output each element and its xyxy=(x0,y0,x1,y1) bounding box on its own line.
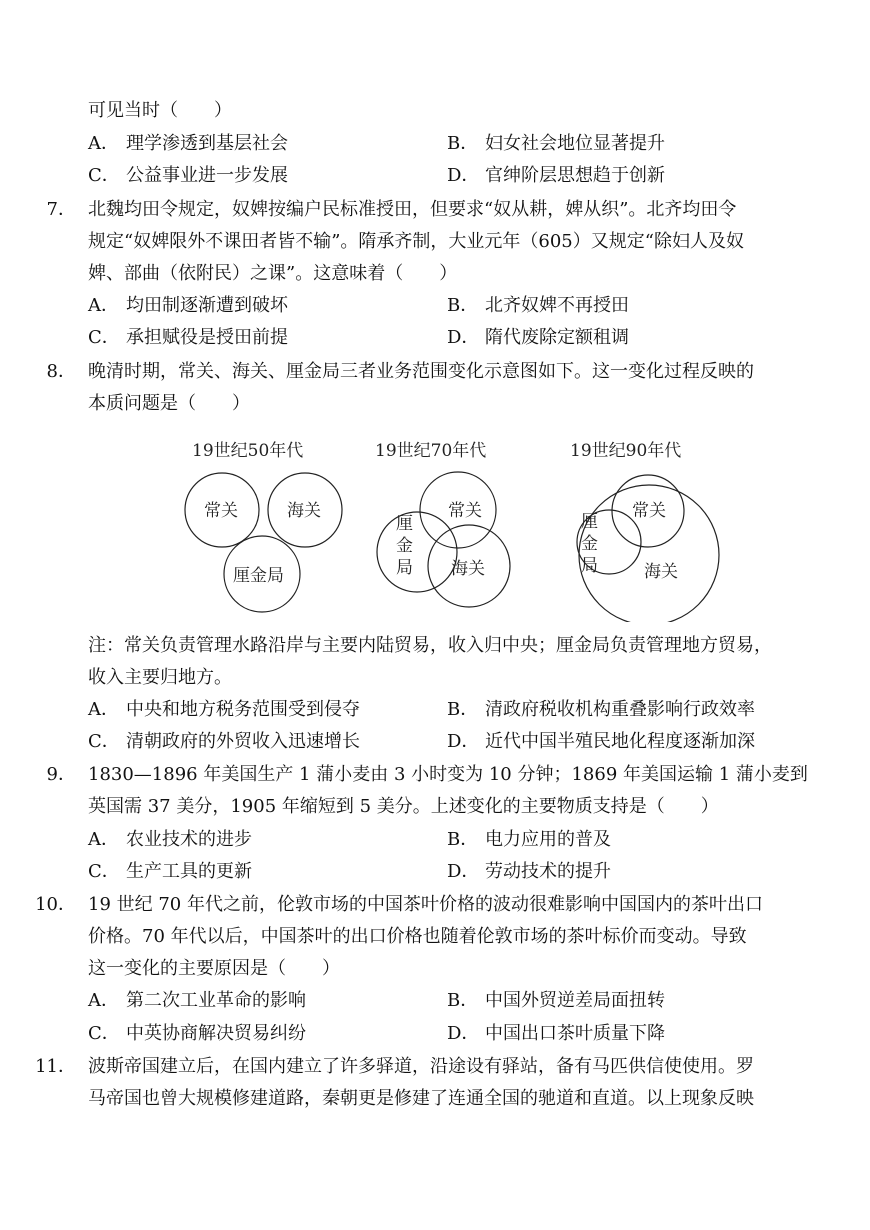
q9-number: 9． xyxy=(46,764,76,785)
label-haiguan: 海关 xyxy=(644,562,678,582)
option-letter: D． xyxy=(447,731,480,752)
option-text: 妇女社会地位显著提升 xyxy=(485,133,665,154)
label-changguan: 常关 xyxy=(448,501,482,521)
option-text: 中英协商解决贸易纠纷 xyxy=(126,1023,306,1044)
q10-option-c[interactable] xyxy=(88,1022,306,1046)
option-text: 均田制逐渐遭到破坏 xyxy=(126,295,288,316)
option-text: 生产工具的更新 xyxy=(126,861,252,882)
option-letter: D． xyxy=(447,165,480,186)
q8-option-d[interactable] xyxy=(447,730,755,754)
q8-venn-diagram xyxy=(170,432,730,622)
option-text: 电力应用的普及 xyxy=(485,829,611,850)
option-text: 农业技术的进步 xyxy=(126,829,252,850)
option-letter: A． xyxy=(88,133,119,154)
q10-number: 10． xyxy=(35,894,76,915)
q10-option-b[interactable] xyxy=(447,989,665,1013)
q6-stem-tail: 可见当时（ ） xyxy=(88,100,232,121)
q9-stem-line: 1830—1896 年美国生产 1 蒲小麦由 3 小时变为 10 分钟；1869 年美国运输 1 蒲小麦到 xyxy=(88,764,808,785)
option-text: 中国外贸逆差局面扭转 xyxy=(485,990,665,1011)
option-text: 隋代废除定额租调 xyxy=(485,327,629,348)
q7-option-c[interactable] xyxy=(88,326,288,350)
option-text: 北齐奴婢不再授田 xyxy=(485,295,629,316)
q7-option-b[interactable] xyxy=(447,294,629,318)
label-ju: 局 xyxy=(581,556,598,576)
venn-circle-lijinju xyxy=(377,512,457,592)
option-letter: C． xyxy=(88,861,120,882)
panel3-title: 19世纪90年代 xyxy=(570,441,682,461)
option-letter: D． xyxy=(447,327,480,348)
option-text: 中国出口茶叶质量下降 xyxy=(485,1023,665,1044)
option-letter: A． xyxy=(88,295,119,316)
label-changguan: 常关 xyxy=(204,501,238,521)
option-letter: B． xyxy=(447,990,479,1011)
option-letter: B． xyxy=(447,699,479,720)
option-letter: D． xyxy=(447,1023,480,1044)
option-letter: B． xyxy=(447,133,479,154)
option-text: 公益事业进一步发展 xyxy=(126,165,288,186)
label-haiguan: 海关 xyxy=(451,559,485,579)
q10-option-d[interactable] xyxy=(447,1022,665,1046)
panel2-title: 19世纪70年代 xyxy=(375,441,487,461)
option-letter: B． xyxy=(447,295,479,316)
option-letter: A． xyxy=(88,829,119,850)
option-text: 第二次工业革命的影响 xyxy=(126,990,306,1011)
option-letter: A． xyxy=(88,990,119,1011)
option-text: 官绅阶层思想趋于创新 xyxy=(485,165,665,186)
panel1-title: 19世纪50年代 xyxy=(192,441,304,461)
option-text: 清朝政府的外贸收入迅速增长 xyxy=(126,731,360,752)
option-text: 清政府税收机构重叠影响行政效率 xyxy=(485,699,755,720)
q11-stem-line: 马帝国也曾大规模修建道路，秦朝更是修建了连通全国的驰道和直道。以上现象反映 xyxy=(88,1088,754,1109)
q9-option-a[interactable] xyxy=(88,828,252,852)
q8-number: 8． xyxy=(46,361,76,382)
option-letter: B． xyxy=(447,829,479,850)
label-ju: 局 xyxy=(396,558,413,578)
label-changguan: 常关 xyxy=(632,501,666,521)
label-jin: 金 xyxy=(396,536,413,556)
q9-stem-line: 英国需 37 美分，1905 年缩短到 5 美分。上述变化的主要物质支持是（ ） xyxy=(88,796,719,817)
q10-stem-line: 这一变化的主要原因是（ ） xyxy=(88,958,340,979)
q10-option-a[interactable] xyxy=(88,989,306,1013)
q9-option-b[interactable] xyxy=(447,828,611,852)
option-text: 承担赋役是授田前提 xyxy=(126,327,288,348)
q6-option-c[interactable] xyxy=(88,164,288,188)
option-letter: C． xyxy=(88,731,120,752)
label-lijinju: 厘金局 xyxy=(233,566,284,586)
label-li: 厘 xyxy=(396,514,413,534)
option-letter: A． xyxy=(88,699,119,720)
q7-stem-line: 规定“奴婢限外不课田者皆不输”。隋承齐制，大业元年（605）又规定“除妇人及奴 xyxy=(88,231,744,252)
q7-number: 7． xyxy=(46,199,76,220)
option-text: 劳动技术的提升 xyxy=(485,861,611,882)
option-text: 中央和地方税务范围受到侵夺 xyxy=(126,699,360,720)
option-letter: D． xyxy=(447,861,480,882)
option-letter: C． xyxy=(88,1023,120,1044)
q11-stem-line: 波斯帝国建立后，在国内建立了许多驿道，沿途设有驿站，备有马匹供信使使用。罗 xyxy=(88,1056,754,1077)
q8-option-c[interactable] xyxy=(88,730,360,754)
q9-option-c[interactable] xyxy=(88,860,252,884)
label-jin: 金 xyxy=(581,534,598,554)
q6-option-b[interactable] xyxy=(447,132,665,156)
q9-option-d[interactable] xyxy=(447,860,611,884)
option-letter: C． xyxy=(88,327,120,348)
q7-stem-line: 北魏均田令规定，奴婢按编户民标准授田，但要求“奴从耕，婢从织”。北齐均田令 xyxy=(88,199,737,220)
q7-option-a[interactable] xyxy=(88,294,288,318)
q6-option-a[interactable] xyxy=(88,132,288,156)
option-text: 近代中国半殖民地化程度逐渐加深 xyxy=(485,731,755,752)
q8-stem-line: 晚清时期，常关、海关、厘金局三者业务范围变化示意图如下。这一变化过程反映的 xyxy=(88,361,754,382)
q8-note-line: 注：常关负责管理水路沿岸与主要内陆贸易，收入归中央；厘金局负责管理地方贸易， xyxy=(88,635,772,656)
label-li: 厘 xyxy=(581,512,598,532)
q6-option-d[interactable] xyxy=(447,164,665,188)
q10-stem-line: 价格。70 年代以后，中国茶叶的出口价格也随着伦敦市场的茶叶标价而变动。导致 xyxy=(88,926,747,947)
q7-option-d[interactable] xyxy=(447,326,629,350)
label-haiguan: 海关 xyxy=(287,501,321,521)
q10-stem-line: 19 世纪 70 年代之前，伦敦市场的中国茶叶价格的波动很难影响中国国内的茶叶出口 xyxy=(88,894,763,915)
q8-stem-line: 本质问题是（ ） xyxy=(88,393,250,414)
option-text: 理学渗透到基层社会 xyxy=(126,133,288,154)
option-letter: C． xyxy=(88,165,120,186)
q7-stem-line: 婢、部曲（依附民）之课”。这意味着（ ） xyxy=(88,263,458,284)
q8-option-a[interactable] xyxy=(88,698,360,722)
q11-number: 11． xyxy=(35,1056,76,1077)
q8-option-b[interactable] xyxy=(447,698,755,722)
q8-note-line: 收入主要归地方。 xyxy=(88,667,232,688)
